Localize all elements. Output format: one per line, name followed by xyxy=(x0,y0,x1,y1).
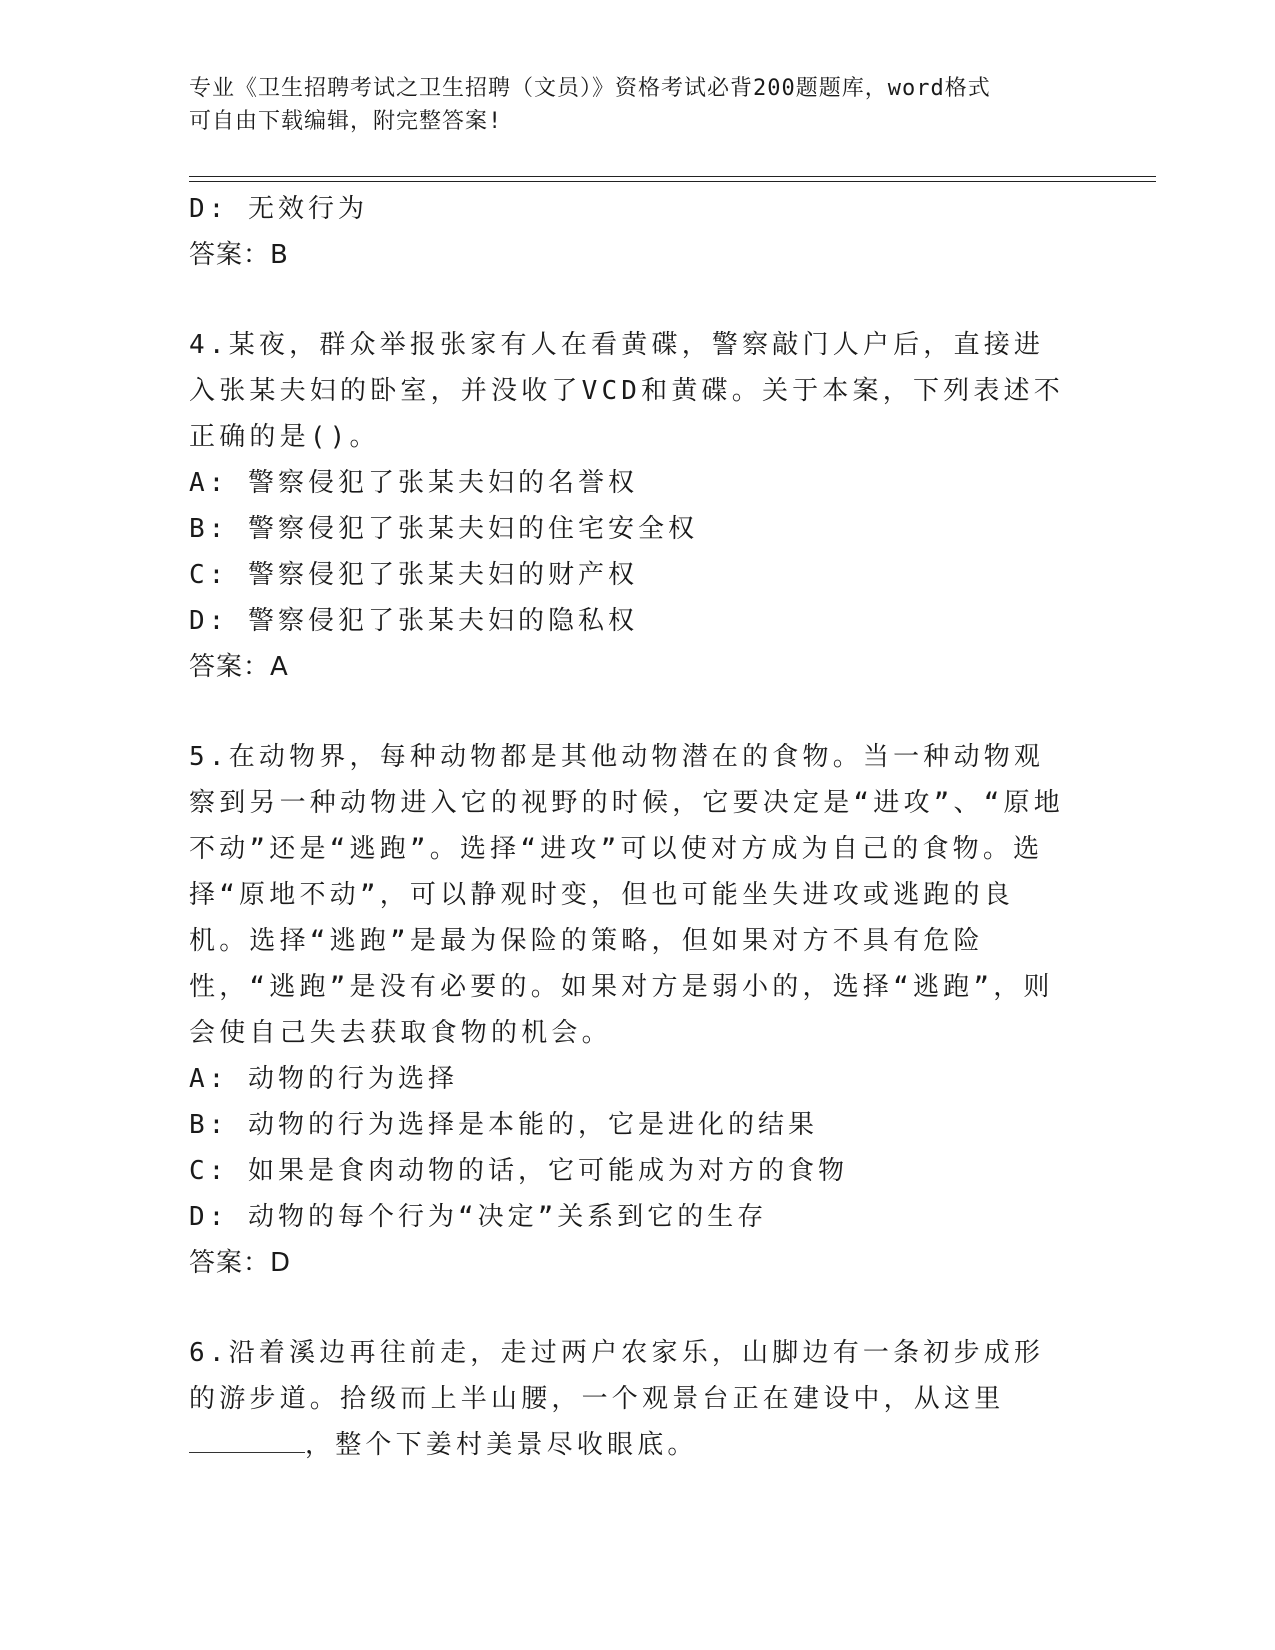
header-divider xyxy=(189,176,1156,182)
question-4-option-d: D: 警察侵犯了张某夫妇的隐私权 xyxy=(189,606,638,636)
fill-in-blank xyxy=(189,1422,305,1453)
question-5-answer: 答案：D xyxy=(189,1248,292,1278)
document-header xyxy=(189,72,1069,138)
question-5-option-d: D: 动物的每个行为“决定”关系到它的生存 xyxy=(189,1202,768,1232)
question-5-text: 5.在动物界，每种动物都是其他动物潜在的食物。当一种动物观察到另一种动物进入它的视野的时候，它要决定是“进攻”、“原地不动”还是“逃跑”。选择“进攻”可以使对方成为自己的食物。选择“原地不动”，可以静观时变，但也可能坐失进攻或逃跑的良机。选择“逃跑”是最为保险的策略，但如果对方不具有危险性，“逃跑”是没有必要的。如果对方是弱小的，选择“逃跑”，则会使自己失去获取食物的机会。 xyxy=(189,742,1064,1048)
question-4 xyxy=(189,322,1069,690)
question-4-option-c: C: 警察侵犯了张某夫妇的财产权 xyxy=(189,560,638,590)
question-5 xyxy=(189,734,1069,1286)
document-body xyxy=(189,186,1069,1468)
prev-answer: 答案：B xyxy=(189,240,289,270)
header-title-line-1: 专业《卫生招聘考试之卫生招聘（文员）》资格考试必背200题题库，word格式 xyxy=(189,76,991,101)
question-6 xyxy=(189,1330,1069,1468)
question-4-option-a: A: 警察侵犯了张某夫妇的名誉权 xyxy=(189,468,638,498)
header-title-line-2: 可自由下载编辑，附完整答案! xyxy=(189,109,503,134)
question-6-text-before-blank: 6.沿着溪边再往前走，走过两户农家乐，山脚边有一条初步成形的游步道。拾级而上半山腰，一个观景台正在建设中，从这里 xyxy=(189,1338,1045,1414)
question-4-text: 4.某夜，群众举报张家有人在看黄碟，警察敲门人户后，直接进入张某夫妇的卧室，并没收了VCD和黄碟。关于本案，下列表述不正确的是()。 xyxy=(189,330,1064,452)
question-4-answer: 答案：A xyxy=(189,652,289,682)
prev-question-tail xyxy=(189,186,1069,278)
question-6-text xyxy=(189,1330,1069,1468)
prev-option-d: D: 无效行为 xyxy=(189,194,368,224)
question-6-text-after-blank: ，整个下姜村美景尽收眼底。 xyxy=(305,1430,698,1460)
question-5-option-c: C: 如果是食肉动物的话，它可能成为对方的食物 xyxy=(189,1156,848,1186)
question-5-option-a: A: 动物的行为选择 xyxy=(189,1064,458,1094)
question-4-option-b: B: 警察侵犯了张某夫妇的住宅安全权 xyxy=(189,514,698,544)
question-5-option-b: B: 动物的行为选择是本能的，它是进化的结果 xyxy=(189,1110,818,1140)
